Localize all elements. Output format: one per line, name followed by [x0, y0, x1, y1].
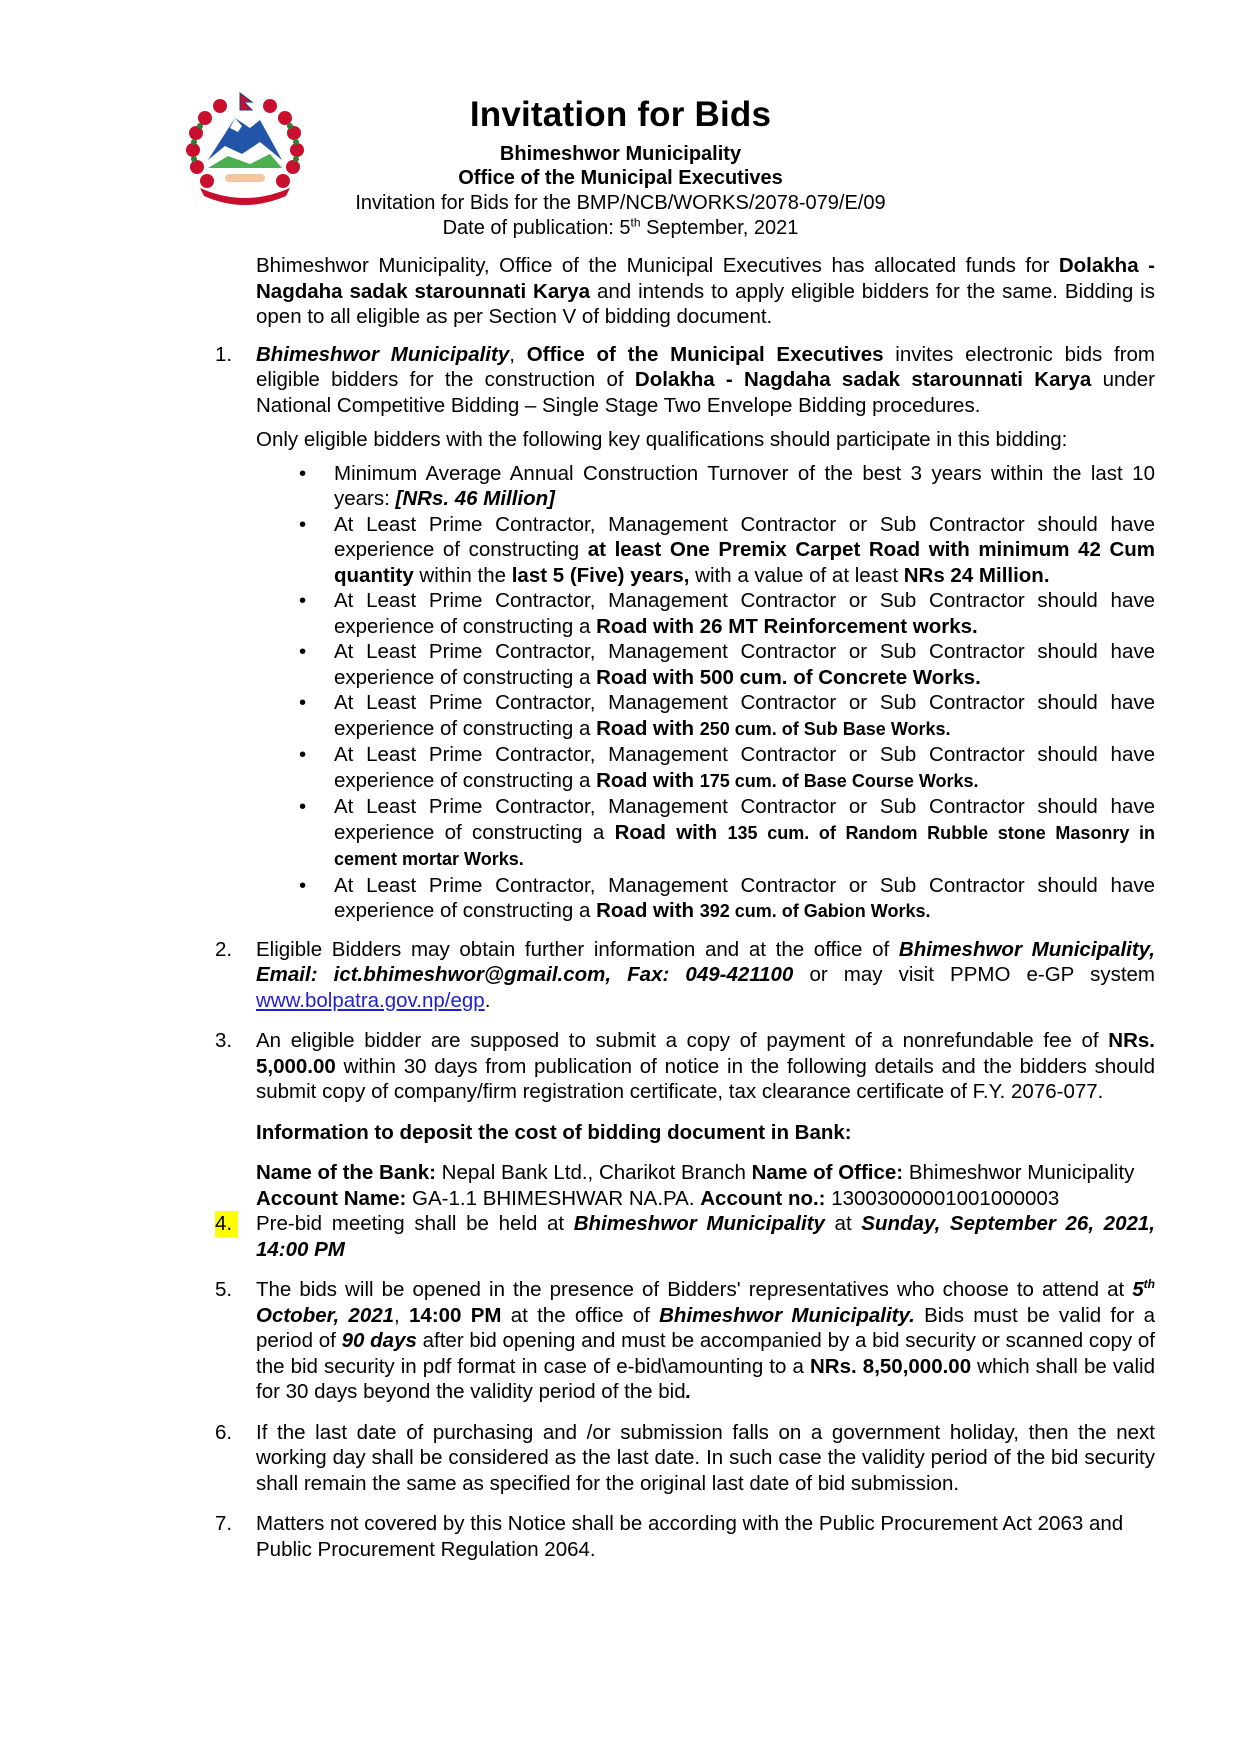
qualification-list: [297, 461, 1155, 925]
list-item: • At Least Prime Contractor, Management Contractor or Sub Contractor should have experience of constructing a Road with 175 cum. of Base Course Works.: [299, 743, 1155, 792]
org-name: Bhimeshwor Municipality: [499, 143, 742, 165]
notice-item-5: 5. The bids will be opened in the presence of Bidders' representatives who choose to attend at 5th October, 2021, 14:00 PM at the office of Bhimeshwor Municipality. Bids must be valid for a period of 90 days after bid opening and must be accompanied by a bid security or scanned copy of the bid security in pdf format in case of e-bid\amounting to a NRs. 8,50,000.00 which shall be valid for 30 days beyond the validity period of the bid.: [215, 1277, 1156, 1403]
list-item: • At Least Prime Contractor, Management Contractor or Sub Contractor should have experience of constructing a Road with 392 cum. of Gabion Works.: [299, 873, 1155, 922]
notice-item-6: 6. If the last date of purchasing and /or submission falls on a government holiday, then the next working day shall be considered as the last date. In such case the validity period of the bid security shall remain the same as specified for the original last date of bid submission.: [215, 1420, 1155, 1495]
list-item: • At Least Prime Contractor, Management Contractor or Sub Contractor should have experience of constructing a Road with 26 MT Reinforcement works.: [299, 589, 1155, 638]
notice-item-1: 1. Bhimeshwor Municipality, Office of the Municipal Executives invites electronic bids from eligible bidders for the construction of Dolakha - Nagdaha sadak starounnati Karya under National Competitive Bidding – Single Stage Two Envelope Bidding procedures. Only eligible bidders with the following key qualifications should participate in this bidding: • Minimum Average Annual Construction Turnover of the best 3 years within the last 10 years: [NRs. 46 Million] • At Least Prime Contractor, Management Contractor or Sub Contractor should have experience of constructing at least One Premix Carpet Road with minimum 42 Cum quantity within the last 5 (Five) years, with a value of at least NRs 24 Million. • At Least Prime Contractor, Management Contractor or Sub Contractor should have experience of constructing a Road with 26 MT Reinforcement works. • At Least Prime Contractor, Management Contractor or Sub Contractor should have experience of constructing a Road with 500 cum. of Concrete Works. • At Least Prime Contractor, Management Contractor or Sub Contractor should have experience of constructing a Road with 250 cum. of Sub Base Works. • At Least Prime Contractor, Management Contractor or Sub Contractor should have experience of constructing a Road with 175 cum. of Base Course Works. • At Least Prime Contractor, Management Contractor or Sub Contractor should have experience of constructing a Road with 135 cum. of Random Rubble stone Masonry in cement mortar Works. • At Least Prime Contractor, Management Contractor or Sub Contractor should have experience of constructing a Road with 392 cum. of Gabion Works.: [215, 342, 1155, 925]
bank-heading: Information to deposit the cost of bidding document in Bank:: [256, 1120, 852, 1144]
notice-item-2: 2. Eligible Bidders may obtain further information and at the office of Bhimeshwor Municipality, Email: ict.bhimeshwor@gmail.com, Fax: 049-421100 or may visit PPMO e-GP system www.bolpatra.gov.np/egp.: [215, 937, 1156, 1012]
highlighted-number: 4.: [215, 1211, 238, 1237]
list-item: • At Least Prime Contractor, Management Contractor or Sub Contractor should have experience of constructing a Road with 135 cum. of Random Rubble stone Masonry in cement mortar Works.: [299, 795, 1155, 869]
page-title: Invitation for Bids: [469, 95, 772, 134]
list-item: • At Least Prime Contractor, Management Contractor or Sub Contractor should have experience of constructing a Road with 500 cum. of Concrete Works.: [299, 640, 1155, 689]
intro-paragraph: Bhimeshwor Municipality, Office of the Municipal Executives has allocated funds for Dolakha - Nagdaha sadak starounnati Karya and intends to apply eligible bidders for the same. Bidding is open to all eligible as per Section V of bidding document.: [256, 254, 1155, 328]
publication-date: Date of publication: 5th September, 2021: [442, 215, 799, 239]
egp-link[interactable]: www.bolpatra.gov.np/egp: [256, 988, 485, 1012]
notice-item-4: 4. Pre-bid meeting shall be held at Bhimeshwor Municipality at Sunday, September 26, 2021, 14:00 PM: [215, 1212, 1155, 1261]
list-item: • At Least Prime Contractor, Management Contractor or Sub Contractor should have experience of constructing a Road with 250 cum. of Sub Base Works.: [299, 691, 1155, 740]
reference-line: Invitation for Bids for the BMP/NCB/WORKS/2078-079/E/09: [355, 192, 886, 214]
bank-details: Name of the Bank: Nepal Bank Ltd., Charikot Branch Name of Office: Bhimeshwor Municipality Account Name: GA-1.1 BHIMESHWAR NA.PA. Account no.: 13003000001001000003: [256, 1161, 1135, 1210]
list-item: • Minimum Average Annual Construction Turnover of the best 3 years within the last 10 years: [NRs. 46 Million]: [299, 461, 1155, 510]
notice-item-7: 7. Matters not covered by this Notice shall be according with the Public Procurement Act 2063 and Public Procurement Regulation 2064.: [215, 1512, 1124, 1561]
notice-item-3: 3. An eligible bidder are supposed to submit a copy of payment of a nonrefundable fee of NRs. 5,000.00 within 30 days from publication of notice in the following details and the bidders should submit copy of company/firm registration certificate, tax clearance certificate of F.Y. 2076-077. Information to deposit the cost of bidding document in Bank: Name of the Bank: Nepal Bank Ltd., Charikot Branch Name of Office: Bhimeshwor Municipality Account Name: GA-1.1 BHIMESHWAR NA.PA. Account no.: 13003000001001000003: [215, 1029, 1155, 1210]
qualification-intro: Only eligible bidders with the following key qualifications should participate in this bidding:: [256, 428, 1068, 451]
list-item: • At Least Prime Contractor, Management Contractor or Sub Contractor should have experience of constructing at least One Premix Carpet Road with minimum 42 Cum quantity within the last 5 (Five) years, with a value of at least NRs 24 Million.: [299, 512, 1156, 587]
office-name: Office of the Municipal Executives: [458, 167, 783, 189]
notice-body: [215, 254, 1156, 1562]
